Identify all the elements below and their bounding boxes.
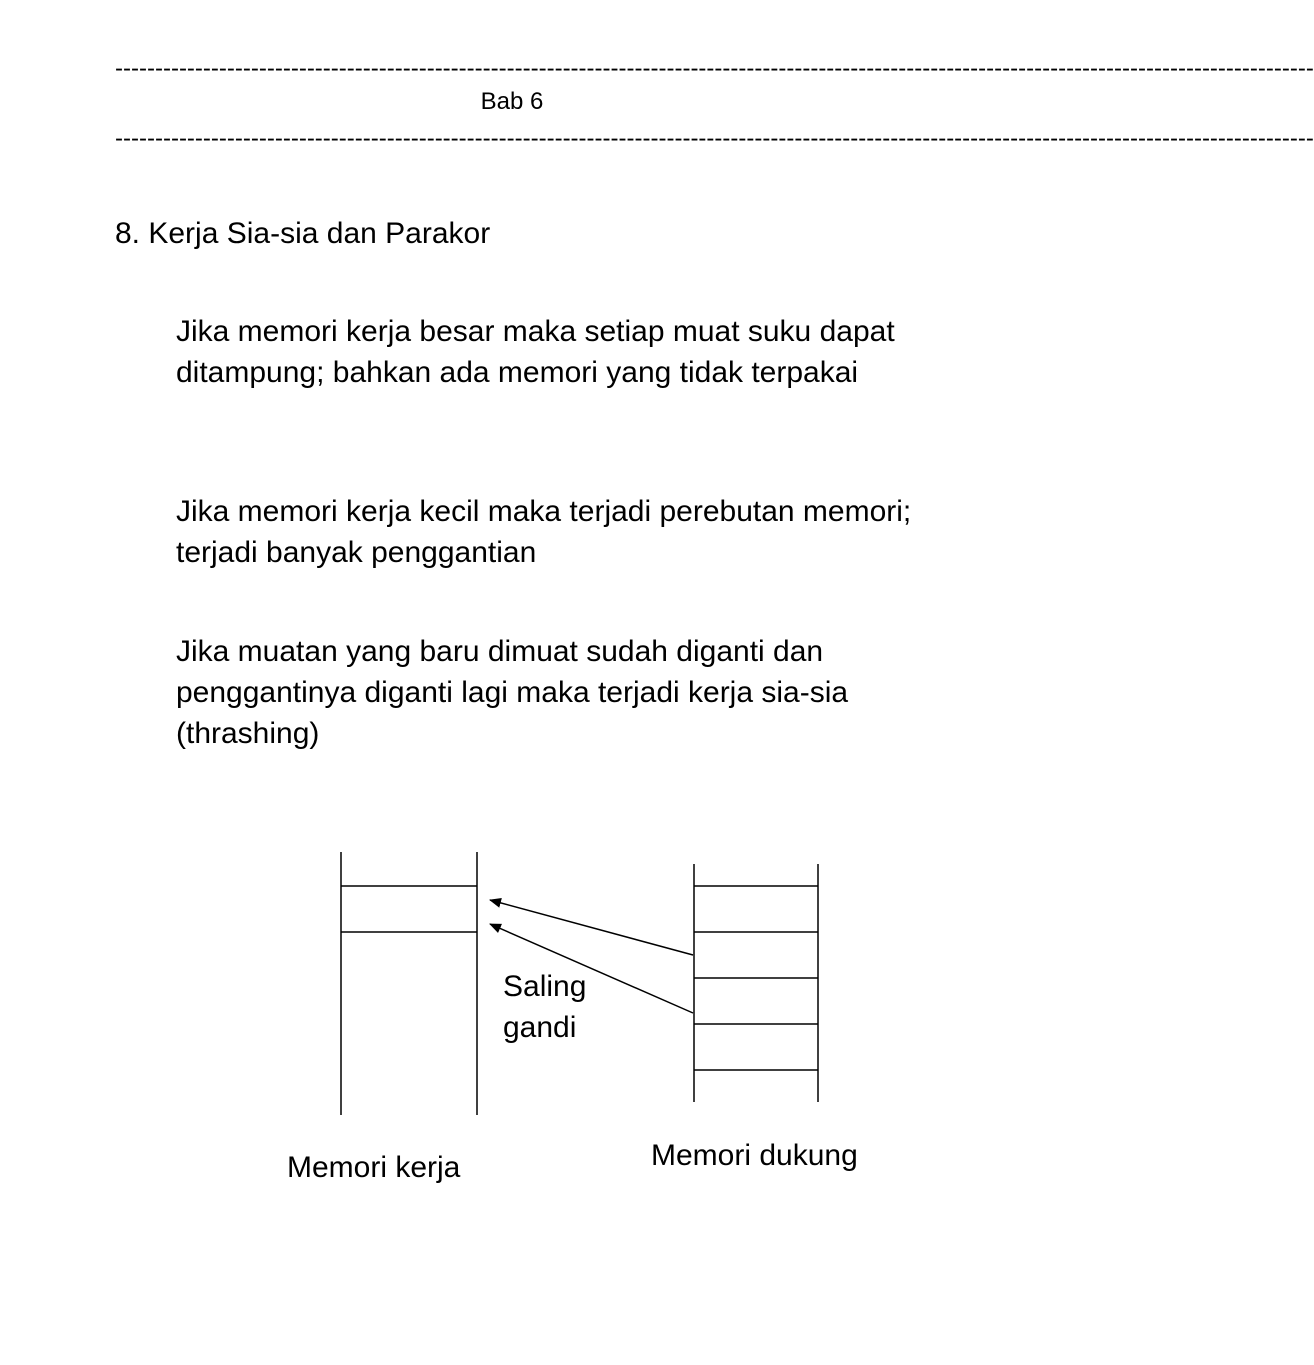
chapter-title: Bab 6 [480, 88, 544, 115]
swap-arrow-upper [490, 900, 693, 955]
paragraph-thrashing: Jika muatan yang baru dimuat sudah diganti dan penggantinya diganti lagi maka terjadi kerja sia-sia (thrashing) [176, 635, 849, 750]
header-top-divider: ------------------------------------------------------------------------------------------------------------------------------------------------------ [115, 55, 1314, 82]
section-heading: 8. Kerja Sia-sia dan Parakor [115, 217, 491, 250]
annotation-gandi: gandi [503, 1011, 577, 1044]
paragraph-large-memory: Jika memori kerja besar maka setiap muat suku dapat ditampung; bahkan ada memori yang tidak terpakai [176, 315, 895, 389]
annotation-saling: Saling [503, 970, 587, 1003]
label-working-memory: Memori kerja [287, 1151, 461, 1184]
label-backing-memory: Memori dukung [651, 1139, 858, 1172]
working-memory-block [341, 852, 477, 1115]
paragraph-small-memory: Jika memori kerja kecil maka terjadi perebutan memori; terjadi banyak penggantian [176, 495, 912, 569]
header-bottom-divider: ------------------------------------------------------------------------------------------------------------------------------------------------------ [115, 125, 1314, 152]
backing-memory-block [694, 864, 818, 1102]
